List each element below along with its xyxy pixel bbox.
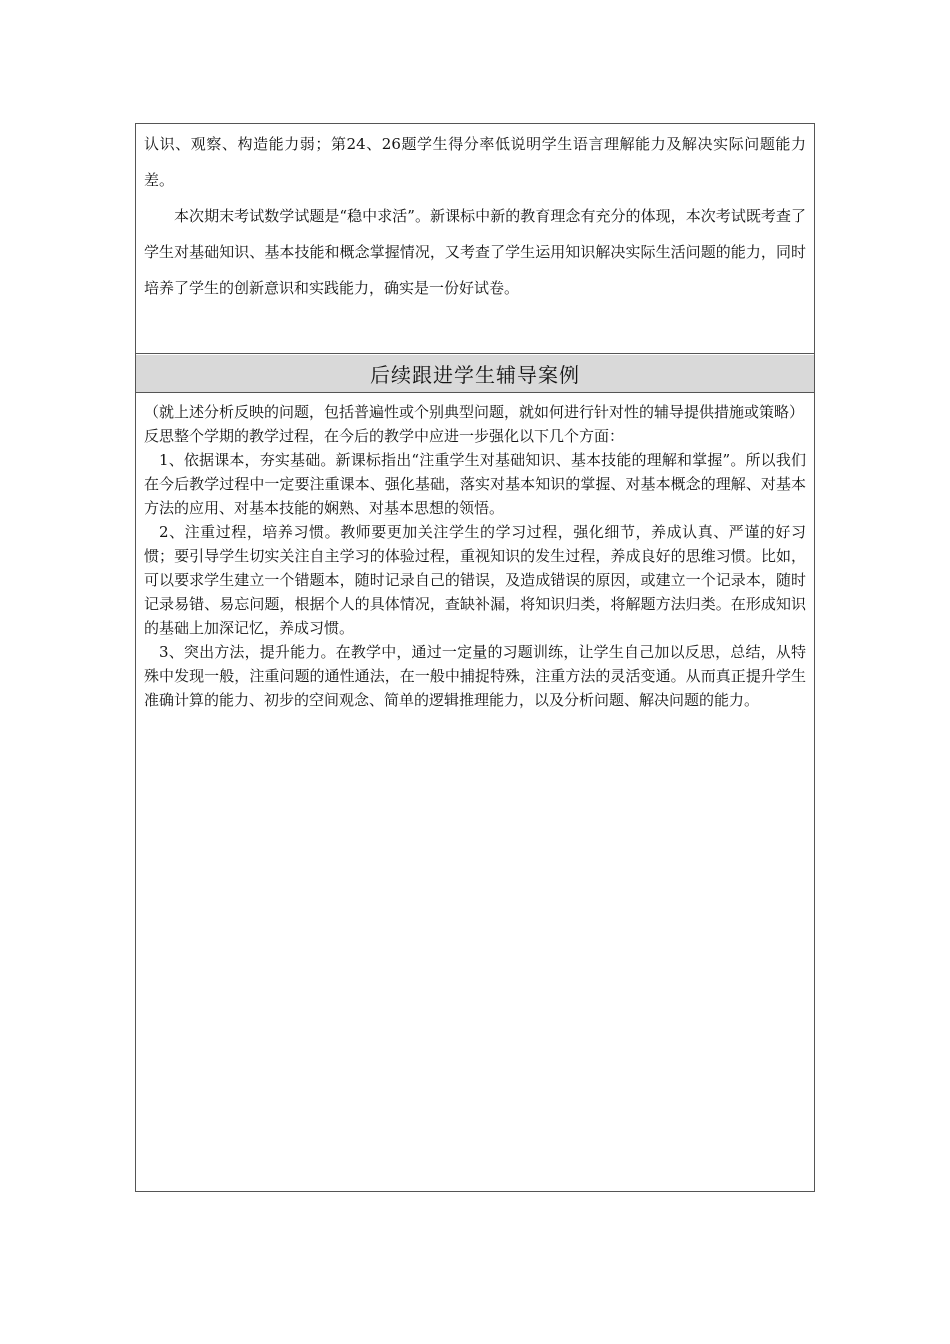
section-title: 后续跟进学生辅导案例 <box>370 363 580 387</box>
report-table <box>135 123 815 1192</box>
strategy-item: 2、注重过程，培养习惯。教师要更加关注学生的学习过程，强化细节，养成认真、严谨的好习惯；要引导学生切实关注自主学习的体验过程，重视知识的发生过程，养成良好的思维习惯。比如，可以要求学生建立一个错题本，随时记录自己的错误，及造成错误的原因，或建立一个记录本，随时记录易错、易忘问题，根据个人的具体情况，查缺补漏，将知识归类，将解题方法归类。在形成知识的基础上加深记忆，养成习惯。 <box>144 523 806 637</box>
section-heading-bar <box>136 355 814 393</box>
exam-summary-paragraph: 本次期末考试数学试题是“稳中求活”。新课标中新的教育理念有充分的体现，本次考试既考查了学生对基础知识、基本技能和概念掌握情况，又考查了学生运用知识解决实际生活问题的能力，同时培养了学生的创新意识和实践能力，确实是一份好试卷。 <box>144 207 806 297</box>
strategy-item: 1、依据课本，夯实基础。新课标指出“注重学生对基础知识、基本技能的理解和掌握”。所以我们在今后教学过程中一定要注重课本、强化基础，落实对基本知识的掌握、对基本概念的理解、对基本方法的应用、对基本技能的娴熟、对基本思想的领悟。 <box>144 451 806 517</box>
strategy-item: 3、突出方法，提升能力。在教学中，通过一定量的习题训练，让学生自己加以反思，总结，从特殊中发现一般，注重问题的通性通法，在一般中捕捉特殊，注重方法的灵活变通。从而真正提升学生准确计算的能力、初步的空间观念、简单的逻辑推理能力，以及分析问题、解决问题的能力。 <box>144 643 806 709</box>
reflection-intro: 反思整个学期的教学过程，在今后的教学中应进一步强化以下几个方面： <box>144 427 625 445</box>
tutoring-cases-cell <box>136 394 814 1191</box>
exam-analysis-cell <box>136 124 814 354</box>
instruction-note: （就上述分析反映的问题，包括普遍性或个别典型问题，就如何进行针对性的辅导提供措施或策略） <box>144 403 805 421</box>
analysis-paragraph: 认识、观察、构造能力弱；第24、26题学生得分率低说明学生语言理解能力及解决实际问题能力差。 <box>144 135 806 189</box>
